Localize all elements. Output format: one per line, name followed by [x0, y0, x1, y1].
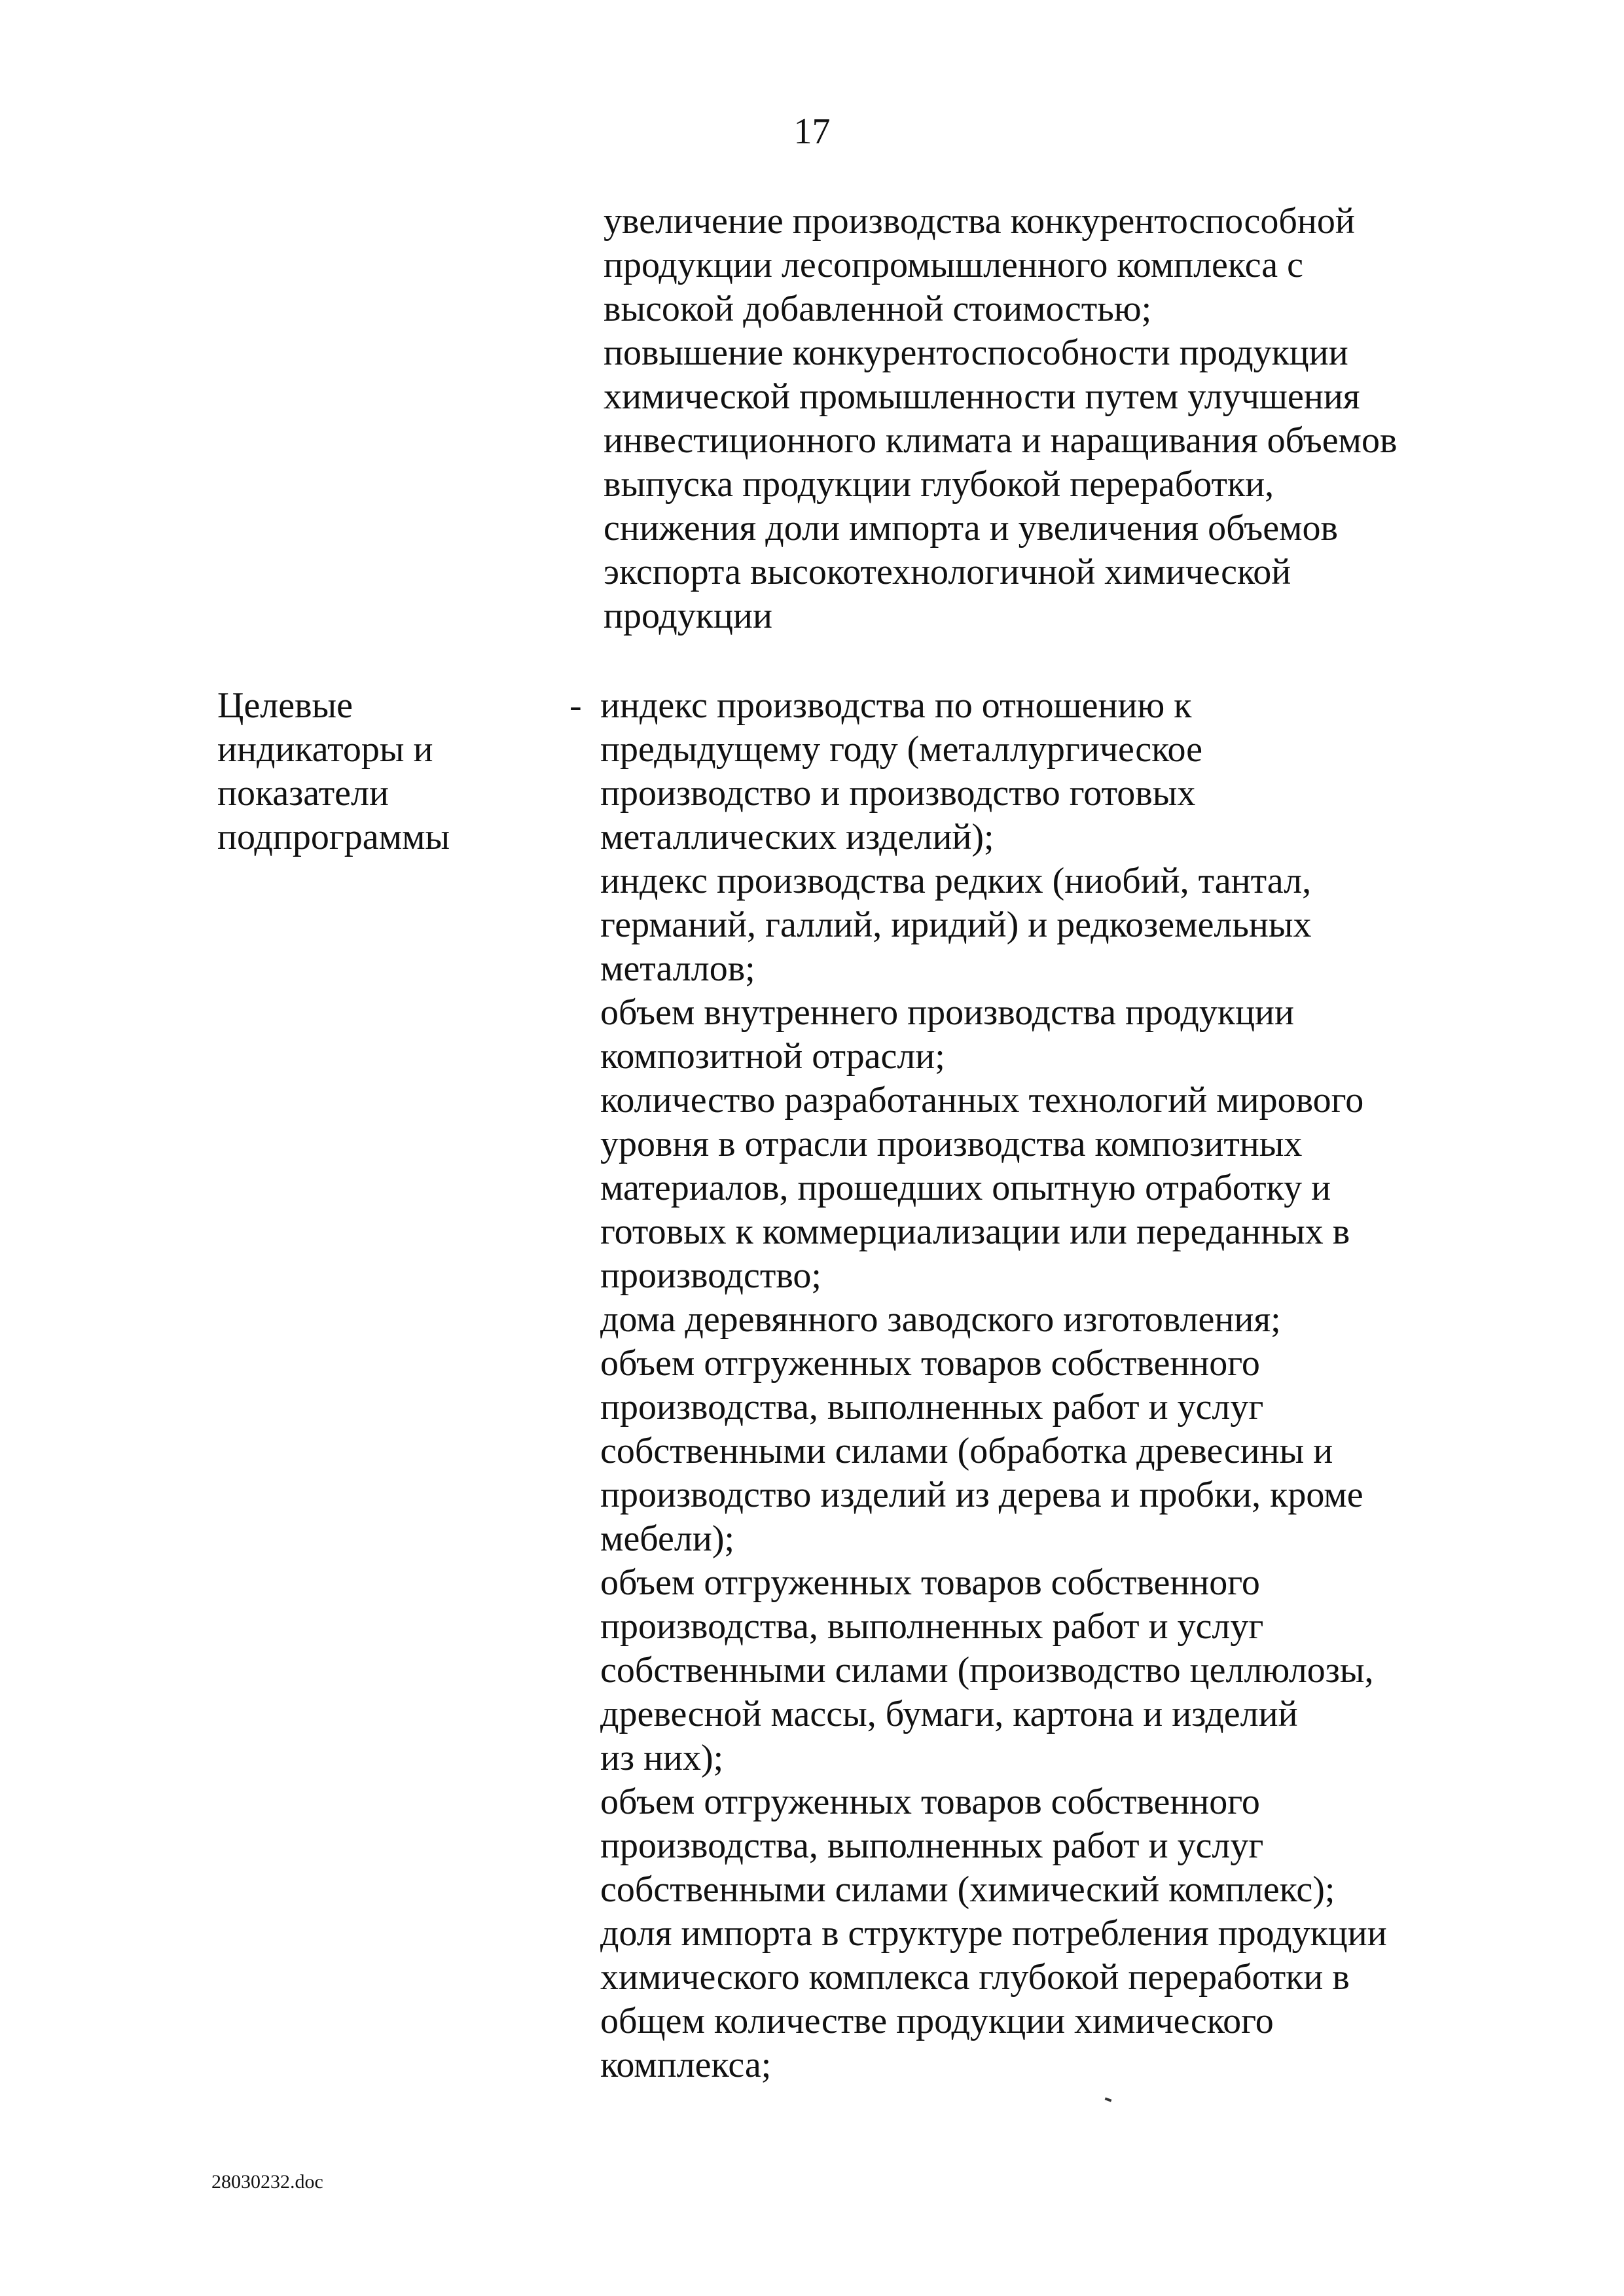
indicator-line: собственными силами (производство целлюлозы, — [600, 1650, 1374, 1691]
indicator-line: производство изделий из дерева и пробки, кроме — [600, 1475, 1363, 1515]
indicator-line: из них); — [600, 1738, 724, 1778]
goals-continuation-text — [604, 200, 1520, 638]
indicator-line: предыдущему году (металлургическое — [600, 729, 1203, 770]
indicator-line: собственными силами (химический комплекс); — [600, 1869, 1335, 1910]
text-line: инвестиционного климата и наращивания объемов — [604, 420, 1398, 461]
indicator-line: объем отгруженных товаров собственного — [600, 1782, 1260, 1822]
indicator-line: производства, выполненных работ и услуг — [600, 1387, 1264, 1427]
indicator-line: общем количестве продукции химического — [600, 2001, 1274, 2041]
indicator-line: количество разработанных технологий мирового — [600, 1080, 1364, 1121]
indicator-line: готовых к коммерциализации или переданных в — [600, 1211, 1350, 1252]
indicator-line: доля импорта в структуре потребления продукции — [600, 1913, 1387, 1954]
indicator-line: комплекса; — [600, 2045, 772, 2085]
indicator-line: мебели); — [600, 1518, 735, 1559]
section-label-line: подпрограммы — [217, 817, 450, 857]
text-line: повышение конкурентоспособности продукции — [604, 332, 1348, 373]
text-line: химической промышленности путем улучшения — [604, 376, 1360, 417]
indicator-line: собственными силами (обработка древесины и — [600, 1431, 1333, 1471]
indicator-line: композитной отрасли; — [600, 1036, 945, 1077]
indicator-line: материалов, прошедших опытную отработку и — [600, 1168, 1331, 1208]
indicator-line: химического комплекса глубокой переработки в — [600, 1957, 1350, 1998]
indicator-line: дома деревянного заводского изготовления; — [600, 1299, 1281, 1340]
text-line: высокой добавленной стоимостью; — [604, 289, 1152, 329]
indicator-line: уровня в отрасли производства композитных — [600, 1124, 1303, 1164]
indicator-line: индекс производства редких (ниобий, тантал, — [600, 861, 1312, 901]
text-line: выпуска продукции глубокой переработки, — [604, 464, 1274, 505]
text-line: снижения доли импорта и увеличения объемов — [604, 508, 1338, 548]
indicator-line: объем внутреннего производства продукции — [600, 992, 1294, 1033]
text-line: продукции — [604, 596, 772, 636]
indicator-line: металлов; — [600, 948, 755, 989]
indicators-list — [600, 684, 1530, 2087]
section-label-line: показатели — [217, 773, 389, 814]
indicator-line: производство; — [600, 1255, 821, 1296]
text-line: экспорта высокотехнологичной химической — [604, 552, 1291, 592]
section-label-line: Целевые — [217, 685, 353, 726]
section-label-line: индикаторы и — [217, 729, 433, 770]
page-number: 17 — [793, 111, 831, 152]
indicator-line: производства, выполненных работ и услуг — [600, 1606, 1264, 1647]
indicator-line: объем отгруженных товаров собственного — [600, 1562, 1260, 1603]
section-label — [217, 684, 558, 859]
indicator-line: производства, выполненных работ и услуг — [600, 1825, 1264, 1866]
indicator-line: германий, галлий, иридий) и редкоземельных — [600, 905, 1312, 945]
text-line: продукции лесопромышленного комплекса с — [604, 245, 1303, 285]
indicator-line: объем отгруженных товаров собственного — [600, 1343, 1260, 1384]
scan-speck — [1105, 2097, 1112, 2102]
indicator-line: древесной массы, бумаги, картона и изделий — [600, 1694, 1298, 1734]
indicator-line: индекс производства по отношению к — [600, 685, 1192, 726]
indicator-line: производство и производство готовых — [600, 773, 1196, 814]
indicator-line: металлических изделий); — [600, 817, 994, 857]
footer-doc-code: 28030232.doc — [211, 2171, 323, 2193]
text-line: увеличение производства конкурентоспособной — [604, 201, 1355, 242]
section-dash: - — [569, 685, 582, 726]
